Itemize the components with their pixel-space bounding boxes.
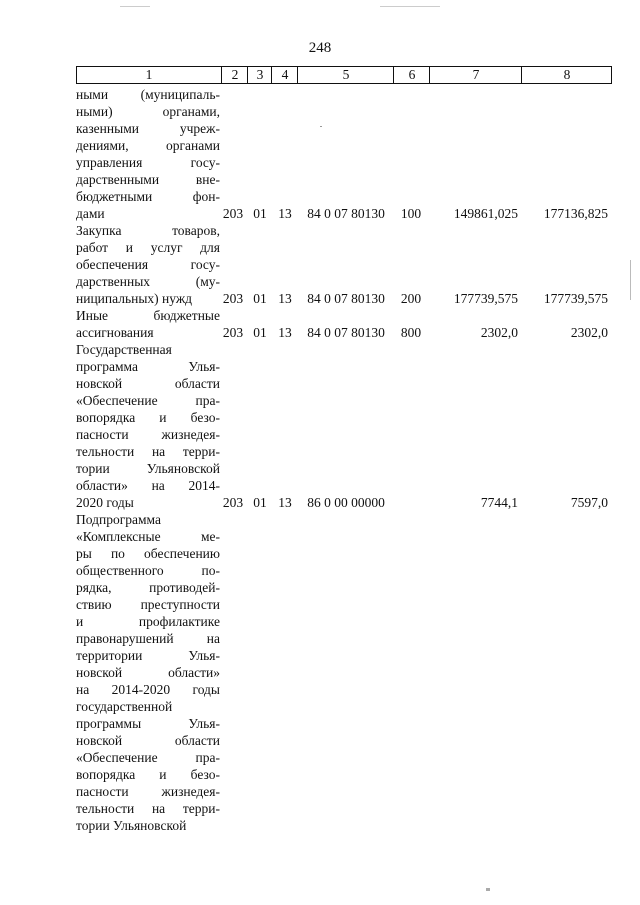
description-line: дениями, органами — [76, 138, 220, 153]
header-col-7: 7 — [429, 67, 522, 83]
description-line: обеспечения госу- — [76, 257, 220, 272]
cell-col-5: 84 0 07 80130 — [307, 206, 385, 221]
description-line: правонарушений на — [76, 631, 220, 646]
description-line: ры по обеспечению — [76, 546, 220, 561]
header-col-6: 6 — [393, 67, 430, 83]
description-line: и профилактике — [76, 614, 220, 629]
cell-col-8: 2302,0 — [570, 325, 608, 340]
row-description — [76, 511, 220, 834]
description-line: управления госу- — [76, 155, 220, 170]
description-line: тории Ульяновской — [76, 461, 220, 476]
cell-col-5: 84 0 07 80130 — [307, 291, 385, 306]
cell-col-7: 7744,1 — [480, 495, 518, 510]
description-line: тории Ульяновской — [76, 818, 187, 833]
cell-col-4: 13 — [278, 206, 292, 221]
description-line: государственной — [76, 699, 173, 714]
description-line: области» на 2014- — [76, 478, 220, 493]
description-line: пасности жизнедея- — [76, 784, 220, 799]
description-line: вопорядка и безо- — [76, 410, 220, 425]
cell-col-5: 84 0 07 80130 — [307, 325, 385, 340]
description-line: территории Улья- — [76, 648, 220, 663]
cell-col-2: 203 — [222, 495, 244, 510]
description-line: тельности на терри- — [76, 444, 220, 459]
page-number: 248 — [308, 40, 332, 56]
description-line: казенными учреж- — [76, 121, 220, 136]
cell-col-8: 177739,575 — [543, 291, 608, 306]
cell-col-4: 13 — [278, 291, 292, 306]
header-col-2: 2 — [221, 67, 248, 83]
description-line: «Обеспечение пра- — [76, 750, 220, 765]
cell-col-5: 86 0 00 00000 — [307, 495, 385, 510]
row-description — [76, 86, 220, 222]
cell-col-3: 01 — [253, 495, 267, 510]
header-col-3: 3 — [247, 67, 272, 83]
scan-mark — [630, 260, 631, 300]
header-col-5: 5 — [297, 67, 394, 83]
description-line: дами — [76, 206, 105, 221]
description-line: бюджетными фон- — [76, 189, 220, 204]
description-line: ассигнования — [76, 325, 154, 340]
description-line: 2020 годы — [76, 495, 134, 510]
cell-col-2: 203 — [222, 325, 244, 340]
description-line: ствию преступности — [76, 597, 220, 612]
description-line: дарственными вне- — [76, 172, 220, 187]
cell-col-6: 200 — [400, 291, 422, 306]
cell-col-7: 149861,025 — [453, 206, 518, 221]
row-description — [76, 222, 220, 307]
cell-col-3: 01 — [253, 291, 267, 306]
header-col-4: 4 — [271, 67, 298, 83]
description-line: «Комплексные ме- — [76, 529, 220, 544]
description-line: Государственная — [76, 342, 172, 357]
description-line: рядка, противодей- — [76, 580, 220, 595]
scan-mark — [320, 126, 322, 127]
description-line: на 2014-2020 годы — [76, 682, 220, 697]
cell-col-4: 13 — [278, 495, 292, 510]
cell-col-8: 177136,825 — [543, 206, 608, 221]
description-line: «Обеспечение пра- — [76, 393, 220, 408]
scan-mark — [486, 888, 490, 891]
description-line: ниципальных) нужд — [76, 291, 193, 306]
header-col-1: 1 — [145, 67, 153, 82]
cell-col-7: 2302,0 — [480, 325, 518, 340]
description-line: Подпрограмма — [76, 512, 161, 527]
description-line: новской области — [76, 733, 220, 748]
description-line: ными (муниципаль- — [76, 87, 220, 102]
description-line: ными) органами, — [76, 104, 220, 119]
cell-col-8: 7597,0 — [570, 495, 608, 510]
description-line: новской области — [76, 376, 220, 391]
cell-col-6: 100 — [400, 206, 422, 221]
description-line: программы Улья- — [76, 716, 220, 731]
cell-col-3: 01 — [253, 206, 267, 221]
cell-col-2: 203 — [222, 206, 244, 221]
row-description — [76, 341, 220, 511]
description-line: новской области» — [76, 665, 220, 680]
description-line: тельности на терри- — [76, 801, 220, 816]
header-col-8: 8 — [521, 67, 612, 83]
cell-col-4: 13 — [278, 325, 292, 340]
cell-col-6: 800 — [400, 325, 422, 340]
description-line: Закупка товаров, — [76, 223, 220, 238]
scan-mark — [380, 6, 440, 7]
row-description — [76, 307, 220, 341]
description-line: работ и услуг для — [76, 240, 220, 255]
description-line: программа Улья- — [76, 359, 220, 374]
scan-mark — [120, 6, 150, 7]
description-line: дарственных (му- — [76, 274, 220, 289]
description-line: пасности жизнедея- — [76, 427, 220, 442]
cell-col-7: 177739,575 — [453, 291, 518, 306]
table-header — [76, 66, 612, 84]
cell-col-2: 203 — [222, 291, 244, 306]
description-line: Иные бюджетные — [76, 308, 220, 323]
description-line: вопорядка и безо- — [76, 767, 220, 782]
cell-col-3: 01 — [253, 325, 267, 340]
description-line: общественного по- — [76, 563, 220, 578]
